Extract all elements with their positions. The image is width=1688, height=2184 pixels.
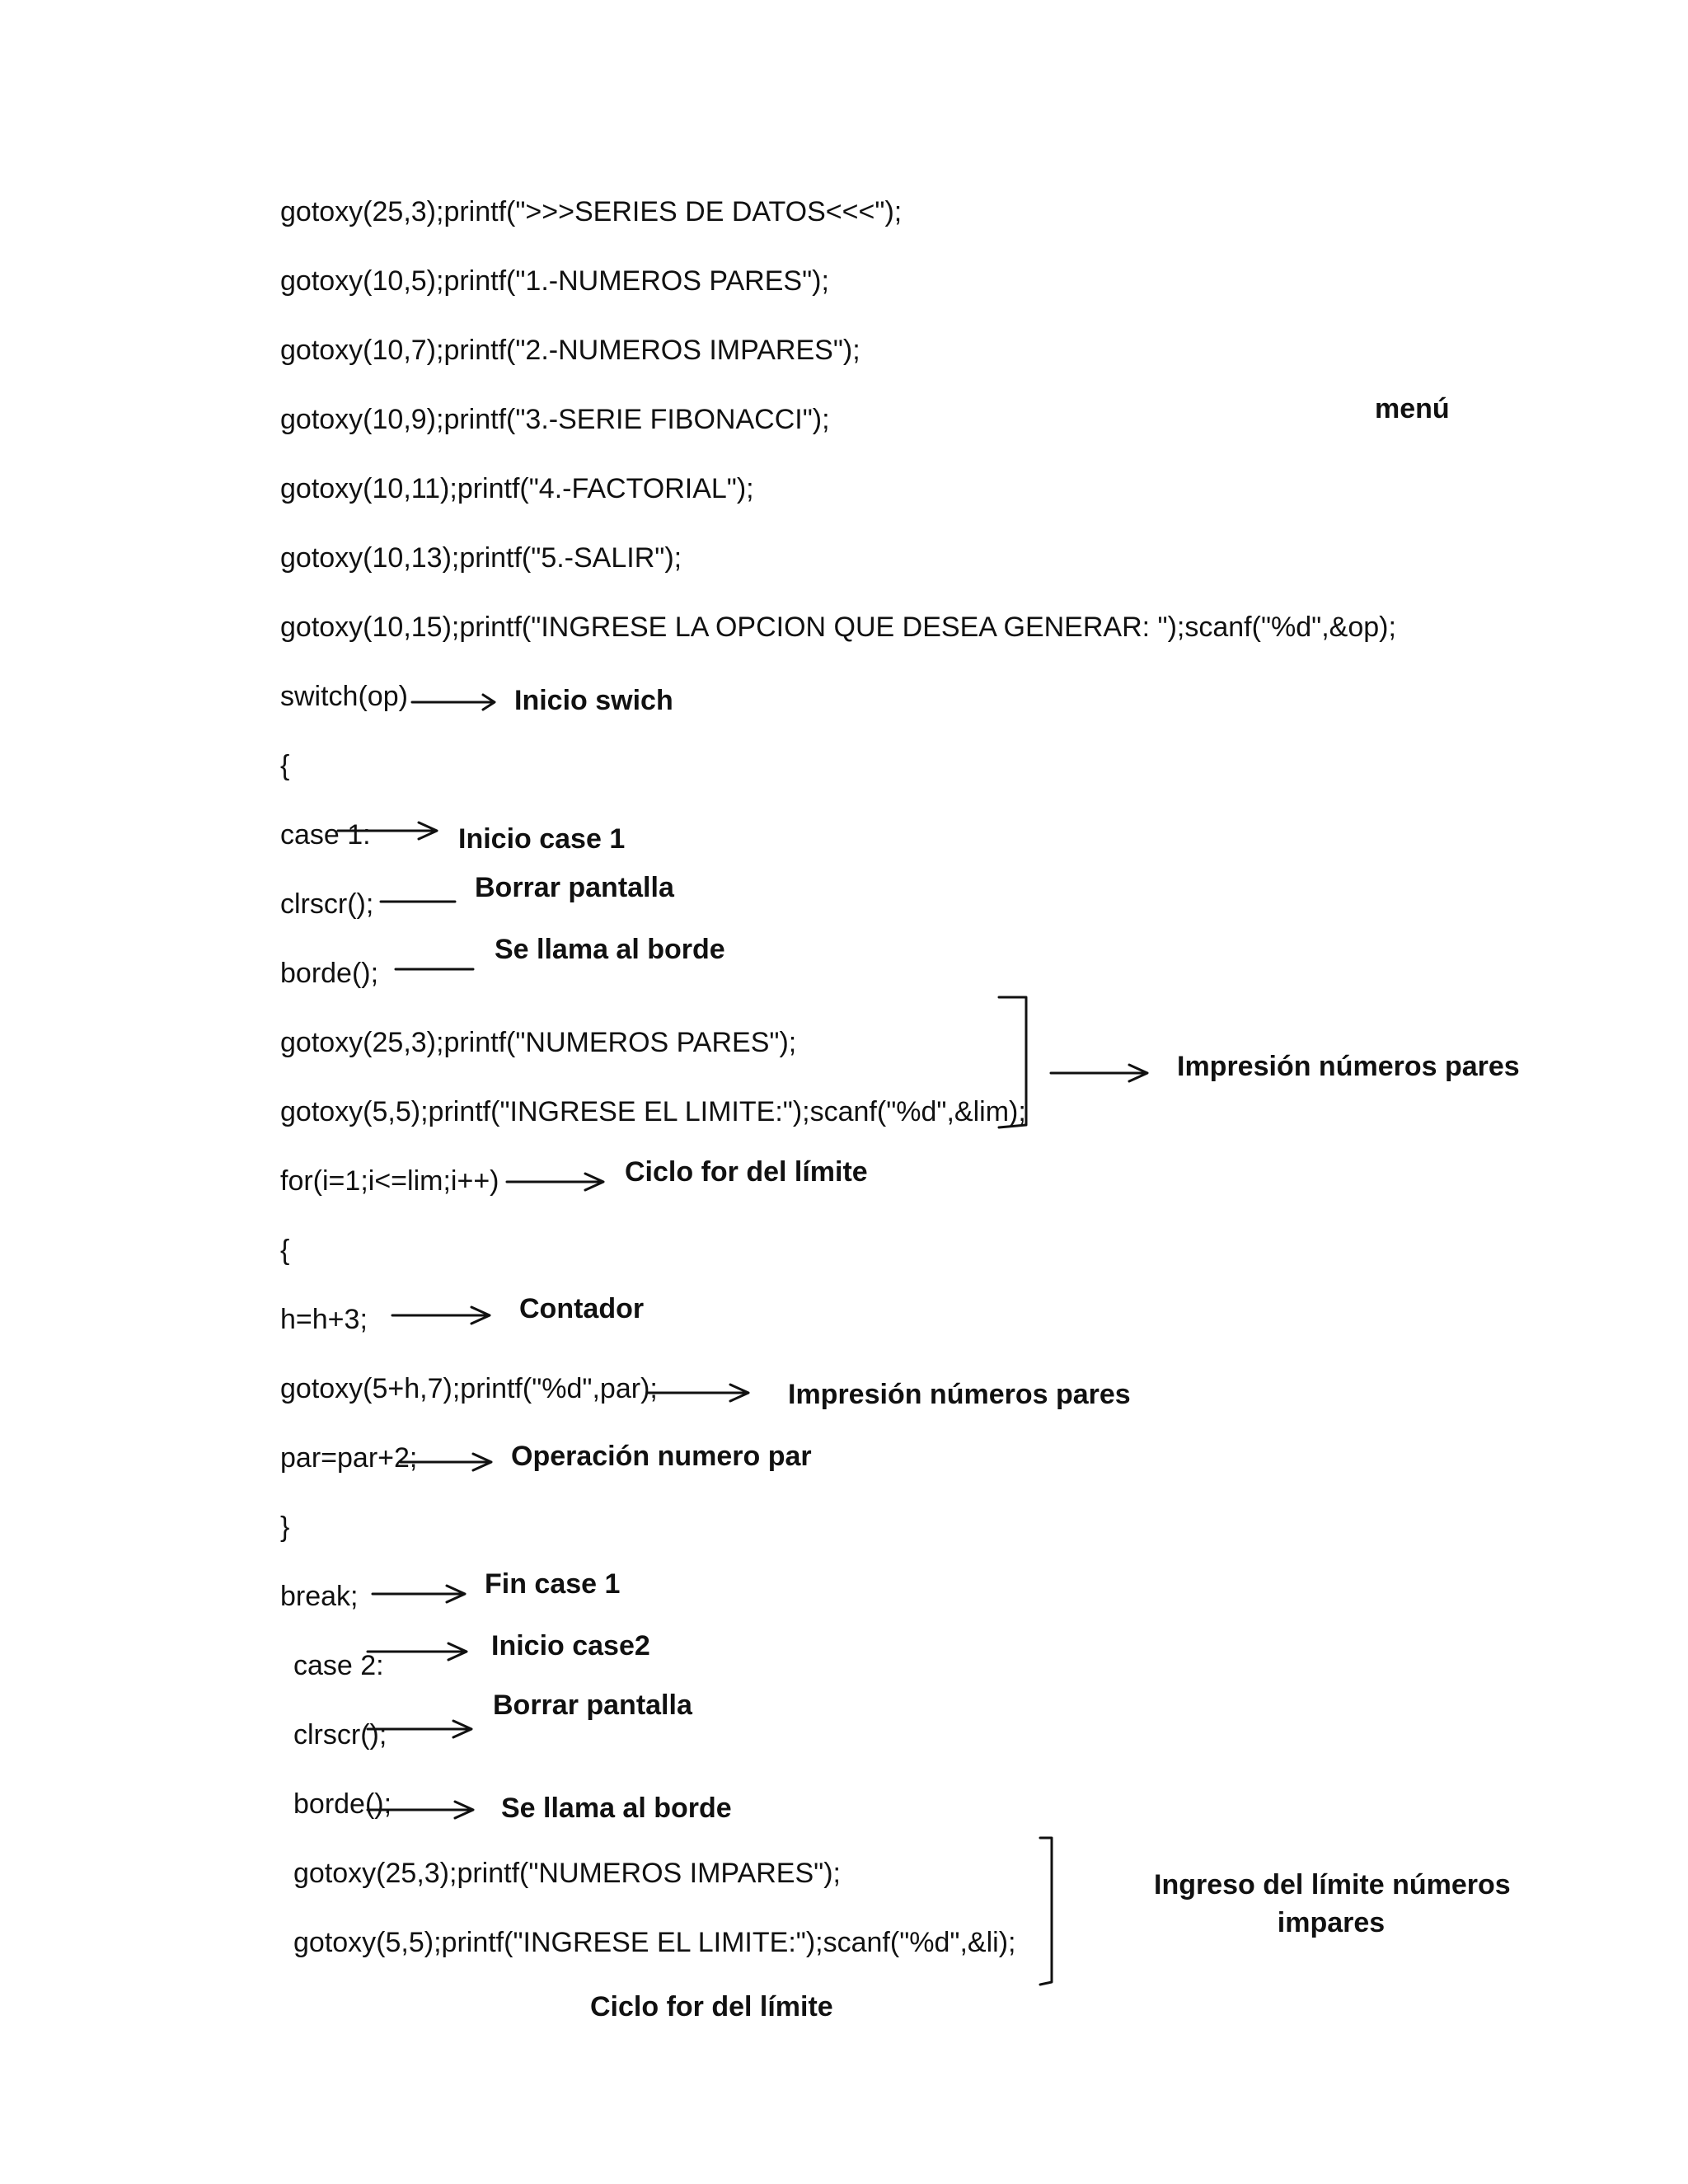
arrow xyxy=(648,1385,748,1401)
code-line: clrscr(); xyxy=(293,1719,387,1750)
code-line: borde(); xyxy=(293,1788,392,1820)
annotation-borrar-pantalla: Borrar pantalla xyxy=(475,872,674,903)
code-line: gotoxy(10,9);printf("3.-SERIE FIBONACCI"); xyxy=(280,404,830,435)
arrow xyxy=(507,1174,603,1190)
annotation-line: Ingreso del límite números xyxy=(1154,1869,1511,1900)
arrow xyxy=(1051,1065,1147,1081)
annotation-contador: Contador xyxy=(519,1293,645,1324)
code-line: } xyxy=(280,1511,290,1543)
arrow xyxy=(373,1586,465,1602)
annotation-impresion-pares: Impresión números pares xyxy=(1177,1051,1520,1082)
arrow xyxy=(368,1802,473,1818)
code-line: gotoxy(10,15);printf("INGRESE LA OPCION QUE DESEA GENERAR: ");scanf("%d",&op); xyxy=(280,612,1396,643)
code-line: case 1: xyxy=(280,819,371,851)
annotation-operacion-par: Operación numero par xyxy=(511,1441,812,1472)
code-line: gotoxy(25,3);printf(">>>SERIES DE DATOS<<<"); xyxy=(280,196,903,227)
bracket xyxy=(999,997,1026,1127)
annotation-llama-borde: Se llama al borde xyxy=(495,934,725,965)
annotation-impresion-pares: Impresión números pares xyxy=(788,1379,1131,1410)
annotation-llama-borde: Se llama al borde xyxy=(501,1793,732,1824)
code-line: { xyxy=(280,1235,290,1266)
annotation-fin-case1: Fin case 1 xyxy=(485,1568,621,1600)
annotation-inicio-swich: Inicio swich xyxy=(514,685,673,716)
code-line: break; xyxy=(280,1581,359,1612)
arrow xyxy=(412,695,495,710)
arrow xyxy=(338,823,437,839)
arrow xyxy=(368,1643,467,1660)
annotation-inicio-case1: Inicio case 1 xyxy=(458,823,626,855)
code-line: for(i=1;i<=lim;i++) xyxy=(280,1165,499,1197)
code-line: gotoxy(10,11);printf("4.-FACTORIAL"); xyxy=(280,473,754,504)
code-line: { xyxy=(280,750,290,781)
code-line: gotoxy(10,13);printf("5.-SALIR"); xyxy=(280,542,682,574)
code-line: par=par+2; xyxy=(280,1442,418,1474)
code-line: gotoxy(5,5);printf("INGRESE EL LIMITE:");scanf("%d",&li); xyxy=(293,1927,1016,1958)
code-line: gotoxy(25,3);printf("NUMEROS PARES"); xyxy=(280,1027,797,1058)
annotation-inicio-case2: Inicio case2 xyxy=(491,1630,650,1661)
code-line: gotoxy(5+h,7);printf("%d",par); xyxy=(280,1373,658,1404)
code-line: gotoxy(10,7);printf("2.-NUMEROS IMPARES"); xyxy=(280,335,860,366)
code-line: gotoxy(5,5);printf("INGRESE EL LIMITE:");scanf("%d",&lim); xyxy=(280,1096,1026,1127)
arrow xyxy=(368,1721,471,1737)
annotation-ciclo-for: Ciclo for del límite xyxy=(625,1156,868,1188)
annotation-menu: menú xyxy=(1375,393,1450,424)
bracket xyxy=(1040,1838,1052,1985)
annotation-borrar-pantalla: Borrar pantalla xyxy=(493,1690,692,1721)
arrow xyxy=(392,1307,490,1324)
code-line: borde(); xyxy=(280,958,379,989)
code-line: switch(op) xyxy=(280,681,408,712)
annotation-line: impares xyxy=(1277,1906,1386,1938)
code-line: gotoxy(25,3);printf("NUMEROS IMPARES"); xyxy=(293,1858,841,1889)
code-line: case 2: xyxy=(293,1650,384,1681)
code-line: clrscr(); xyxy=(280,888,374,920)
annotation-ciclo-for: Ciclo for del límite xyxy=(590,1991,833,2022)
code-line: gotoxy(10,5);printf("1.-NUMEROS PARES"); xyxy=(280,265,829,297)
arrow xyxy=(401,1454,491,1470)
code-line: h=h+3; xyxy=(280,1304,368,1335)
